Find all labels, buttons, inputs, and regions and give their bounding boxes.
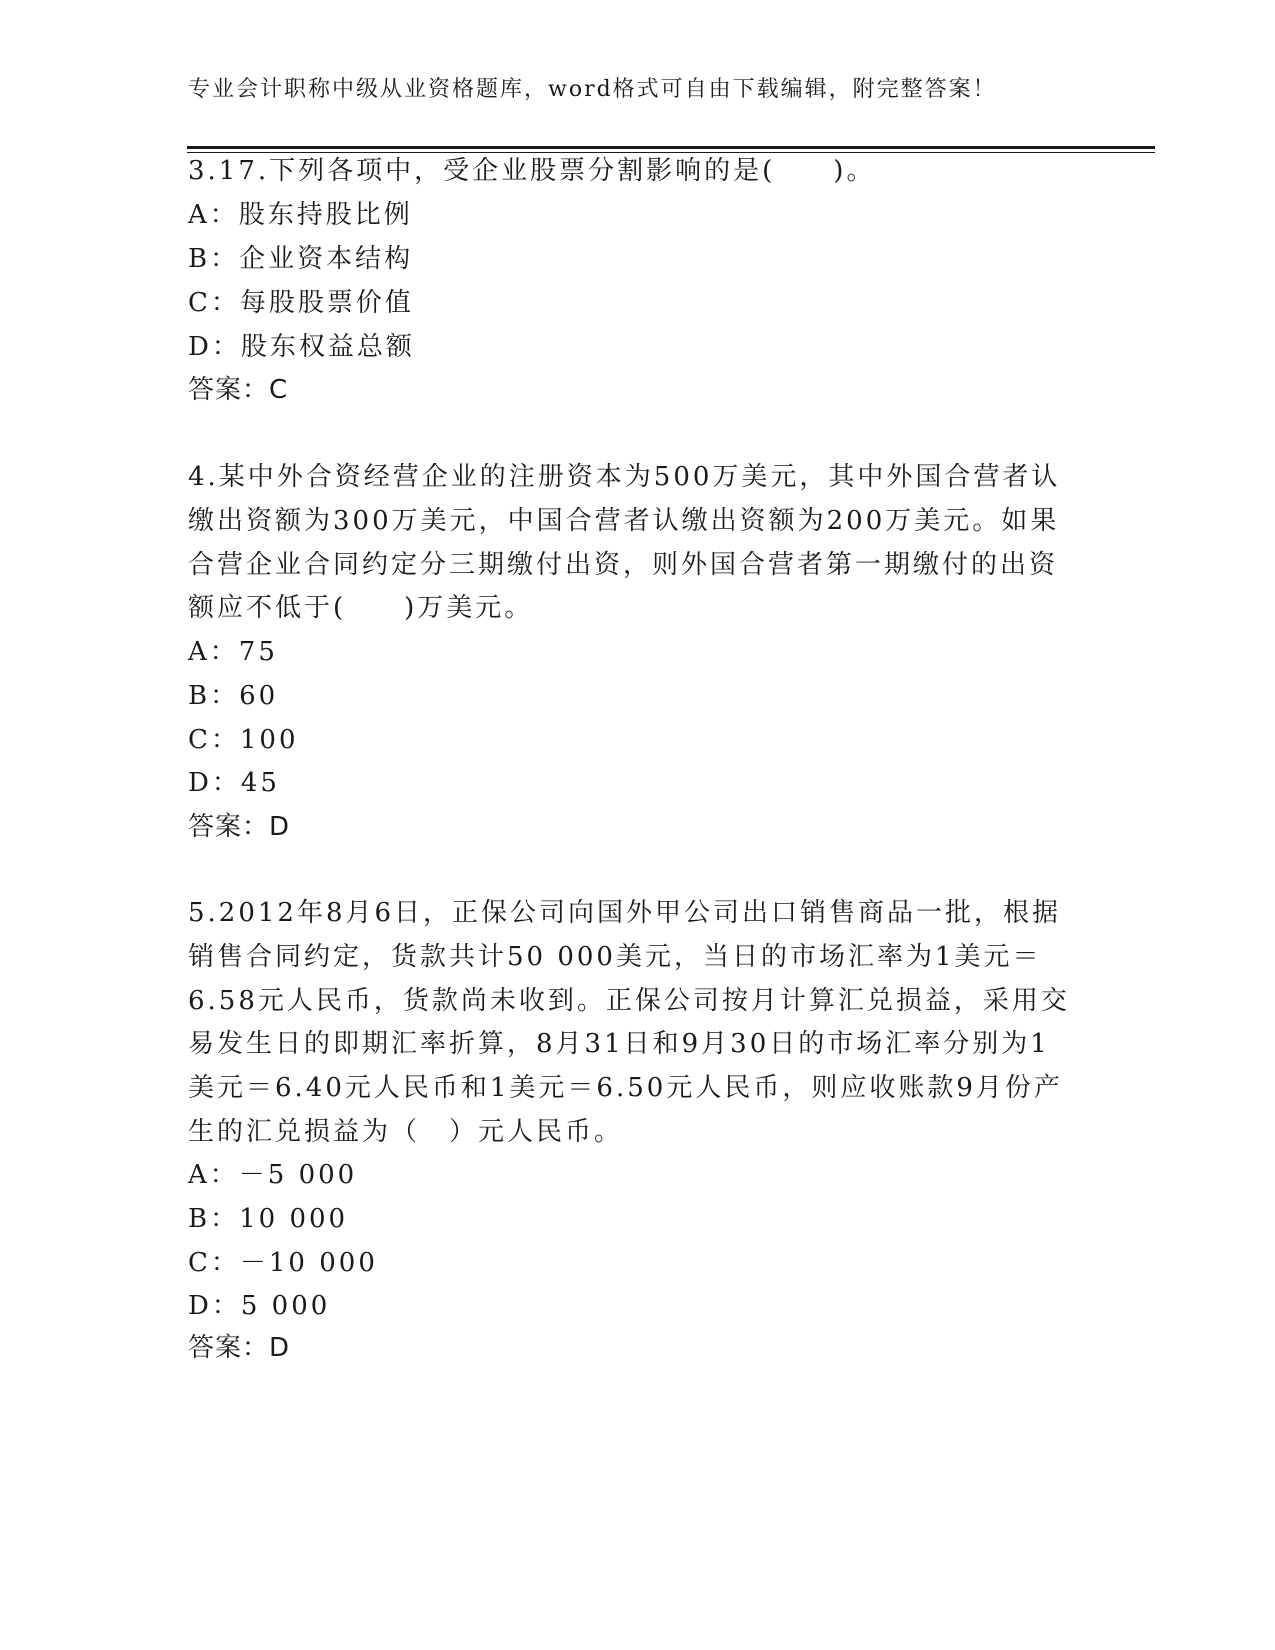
page-header: 专业会计职称中级从业资格题库，word格式可自由下载编辑，附完整答案！ bbox=[188, 77, 997, 102]
question-text-line: 生的汇兑损益为（ ）元人民币。 bbox=[188, 1117, 624, 1147]
question-text-line: 4.某中外合资经营企业的注册资本为500万美元，其中外国合营者认 bbox=[188, 462, 1061, 492]
option-b: B：10 000 bbox=[188, 1204, 349, 1234]
option-c: C：100 bbox=[188, 725, 299, 755]
option-a: A：股东持股比例 bbox=[188, 200, 413, 230]
question-text-line: 美元＝6.40元人民币和1美元＝6.50元人民币，则应收账款9月份产 bbox=[188, 1073, 1063, 1103]
option-d: D：45 bbox=[188, 768, 280, 798]
header-rule-thick bbox=[187, 146, 1155, 149]
option-b: B：企业资本结构 bbox=[188, 244, 414, 274]
question-text-line: 缴出资额为300万美元，中国合营者认缴出资额为200万美元。如果 bbox=[188, 506, 1060, 536]
option-b: B：60 bbox=[188, 681, 279, 711]
option-d: D：5 000 bbox=[188, 1291, 331, 1321]
option-c: C：每股股票价值 bbox=[188, 288, 414, 318]
answer: 答案：C bbox=[188, 375, 289, 405]
question-text-line: 额应不低于( )万美元。 bbox=[188, 593, 534, 623]
question-text-line: 易发生日的即期汇率折算，8月31日和9月30日的市场汇率分别为1 bbox=[188, 1029, 1050, 1059]
answer: 答案：D bbox=[188, 812, 291, 842]
question-text-line: 销售合同约定，货款共计50 000美元，当日的市场汇率为1美元＝ bbox=[188, 942, 1042, 972]
option-a: A：－5 000 bbox=[188, 1160, 358, 1190]
question-text-line: 合营企业合同约定分三期缴付出资，则外国合营者第一期缴付的出资 bbox=[188, 550, 1059, 580]
answer: 答案：D bbox=[188, 1333, 291, 1363]
question-text-line: 5.2012年8月6日，正保公司向国外甲公司出口销售商品一批，根据 bbox=[188, 898, 1062, 928]
question-text-line: 6.58元人民币，货款尚未收到。正保公司按月计算汇兑损益，采用交 bbox=[188, 986, 1070, 1016]
option-d: D：股东权益总额 bbox=[188, 332, 415, 362]
question-text-line: 3.17.下列各项中，受企业股票分割影响的是( )。 bbox=[188, 156, 876, 186]
header-rule-thin bbox=[187, 152, 1155, 153]
option-a: A：75 bbox=[188, 637, 278, 667]
option-c: C：－10 000 bbox=[188, 1248, 378, 1278]
